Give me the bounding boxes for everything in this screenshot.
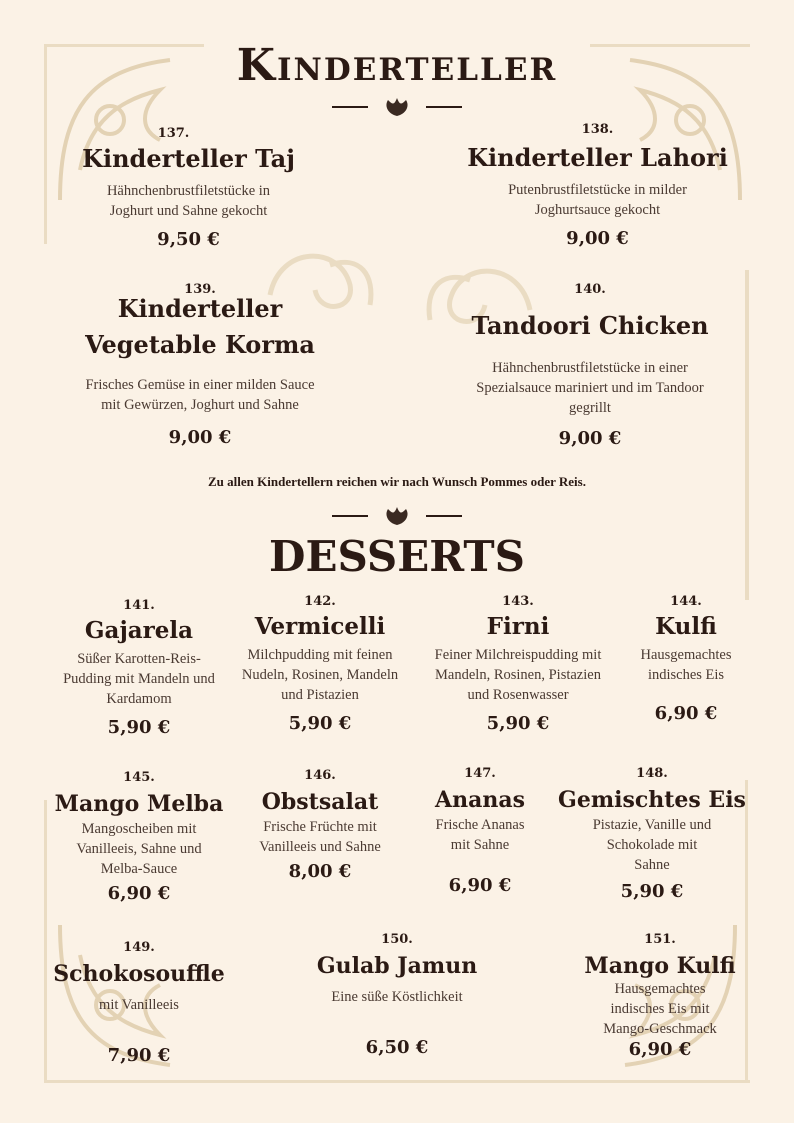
item-description: Hähnchenbrustfiletstücke in einer Spezialsauce mariniert und im Tandoor gegrillt [476, 360, 704, 416]
item-description: Hausgemachtes indisches Eis mit Mango-Geschmack [603, 981, 717, 1037]
item-description: Frisches Gemüse in einer milden Sauce mit Gewürzen, Joghurt und Sahne [85, 377, 315, 413]
menu-item-140 [460, 282, 720, 449]
item-name: Mango Kulfi [584, 953, 736, 979]
item-name: Gemischtes Eis [558, 787, 746, 813]
menu-item-151 [578, 932, 742, 1060]
menu-item-149 [48, 940, 230, 1066]
item-description: Milchpudding mit feinen Nudeln, Rosinen, Mandeln und Pistazien [241, 647, 399, 703]
item-price: 6,90 € [107, 883, 171, 904]
item-number: 142. [304, 594, 336, 609]
item-price: 5,90 € [288, 713, 352, 734]
item-description: Frische Ananas mit Sahne [435, 817, 525, 853]
item-number: 151. [644, 932, 676, 947]
item-price: 5,90 € [620, 881, 684, 902]
item-number: 144. [670, 594, 702, 609]
menu-item-144 [620, 594, 752, 724]
item-price: 5,90 € [107, 717, 171, 738]
item-name: Kinderteller Vegetable Korma [85, 294, 315, 359]
item-price: 8,00 € [288, 861, 352, 882]
menu-item-138 [460, 122, 735, 249]
item-description: Mangoscheiben mit Vanilleeis, Sahne und Melba-Sauce [76, 821, 202, 877]
item-description: Pistazie, Vanille und Schokolade mit Sahne [592, 817, 712, 873]
frame-line-left-bottom [44, 800, 47, 1082]
item-number: 150. [381, 932, 413, 947]
menu-item-137 [66, 126, 311, 250]
item-price: 9,00 € [168, 427, 232, 448]
item-name: Kulfi [655, 613, 717, 640]
item-name: Gulab Jamun [316, 953, 478, 979]
item-description: Feiner Milchreispudding mit Mandeln, Rosinen, Pistazien und Rosenwasser [434, 647, 602, 703]
item-number: 149. [123, 940, 155, 955]
item-price: 9,00 € [566, 228, 629, 249]
kinderteller-note: Zu allen Kindertellern reichen wir nach Wunsch Pommes oder Reis. [208, 474, 586, 489]
item-price: 9,00 € [558, 428, 622, 449]
item-number: 139. [184, 282, 216, 297]
item-price: 7,90 € [107, 1045, 171, 1066]
item-number: 146. [304, 768, 336, 783]
item-number: 147. [464, 766, 496, 781]
item-number: 143. [502, 594, 534, 609]
leaf-ornament-icon [332, 505, 462, 527]
item-name: Kinderteller Taj [82, 144, 295, 173]
item-description: Hausgemachtes indisches Eis [640, 647, 732, 683]
item-number: 145. [123, 770, 155, 785]
item-name: Ananas [435, 787, 525, 813]
menu-item-142 [230, 594, 410, 734]
item-description: Frische Früchte mit Vanilleeis und Sahne [259, 819, 381, 855]
menu-item-143 [424, 594, 612, 734]
item-name: Kinderteller Lahori [467, 143, 728, 172]
frame-line-bottom [44, 1080, 750, 1083]
item-description: Hähnchenbrustfiletstücke in Joghurt und Sahne gekocht [106, 183, 271, 219]
item-name: Gajarela [84, 617, 194, 644]
item-description: Süßer Karotten-Reis-Pudding mit Mandeln und Kardamom [63, 651, 215, 707]
item-price: 6,50 € [365, 1037, 429, 1058]
item-price: 9,50 € [157, 229, 220, 250]
item-price: 6,90 € [654, 703, 718, 724]
menu-item-148 [556, 766, 748, 902]
menu-item-139 [76, 282, 324, 448]
item-description: mit Vanilleeis [99, 997, 179, 1013]
item-number: 148. [636, 766, 668, 781]
menu-item-146 [240, 768, 400, 882]
item-number: 141. [123, 598, 155, 613]
item-name: Obstsalat [261, 789, 379, 815]
item-name: Vermicelli [254, 613, 386, 640]
item-price: 6,90 € [628, 1039, 692, 1060]
menu-item-150 [300, 932, 494, 1058]
item-name: Mango Melba [54, 791, 224, 817]
menu-item-147 [420, 766, 540, 896]
item-number: 137. [157, 126, 190, 141]
item-price: 6,90 € [448, 875, 512, 896]
kinderteller-title: Kinderteller [236, 40, 558, 91]
item-name: Tandoori Chicken [471, 311, 709, 340]
item-price: 5,90 € [486, 713, 550, 734]
item-name: Firni [486, 613, 550, 640]
item-description: Putenbrustfiletstücke in milder Joghurtsauce gekocht [508, 182, 687, 218]
menu-item-145 [48, 770, 230, 904]
item-number: 138. [581, 122, 614, 137]
leaf-ornament-icon [332, 96, 462, 118]
menu-item-141 [48, 598, 230, 738]
desserts-title: DESSERTS [269, 532, 525, 581]
item-description: Eine süße Köstlichkeit [331, 989, 463, 1005]
item-name: Schokosouffle [53, 961, 225, 987]
item-number: 140. [574, 282, 606, 297]
